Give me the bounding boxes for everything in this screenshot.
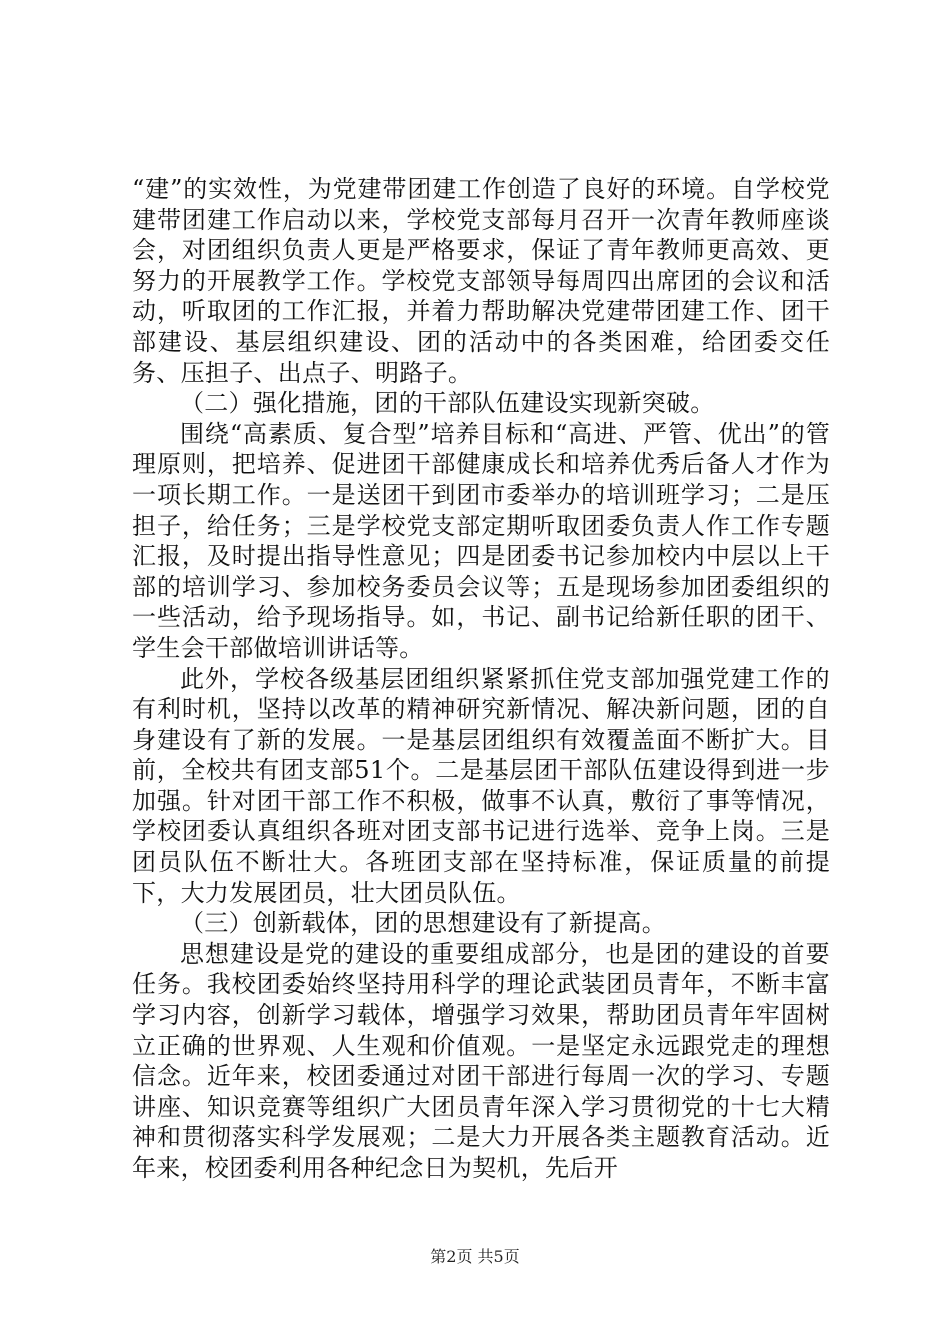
paragraph-grassroots-organization: 此外，学校各级基层团组织紧紧抓住党支部加强党建工作的有利时机，坚持以改革的精神研究新情况、解决新问题，团的自身建设有了新的发展。一是基层团组织有效覆盖面不断扩大。目前，全校共有团支部51个。二是基层团干部队伍建设得到进一步加强。针对团干部工作不积极，做事不认真，敷衍了事等情况，学校团委认真组织各班对团支部书记进行选举、竞争上岗。三是团员队伍不断壮大。各班团支部在坚持标准，保证质量的前提下，大力发展团员，壮大团员队伍。 — [132, 664, 830, 907]
paragraph-continuation: “建”的实效性，为党建带团建工作创造了良好的环境。自学校党建带团建工作启动以来，学校党支部每月召开一次青年教师座谈会，对团组织负责人更是严格要求，保证了青年教师更高效、更努力的开展教学工作。学校党支部领导每周四出席团的会议和活动，听取团的工作汇报，并着力帮助解决党建带团建工作、团干部建设、基层组织建设、团的活动中的各类困难，给团委交任务、压担子、出点子、明路子。 — [132, 175, 830, 387]
paragraph-ideological-building: 思想建设是党的建设的重要组成部分，也是团的建设的首要任务。我校团委始终坚持用科学的理论武装团员青年，不断丰富学习内容，创新学习载体，增强学习效果，帮助团员青年牢固树立正确的世界观、人生观和价值观。一是坚定永远跟党走的理想信念。近年来，校团委通过对团干部进行每周一次的学习、专题讲座、知识竞赛等组织广大团员青年深入学习贯彻党的十七大精神和贯彻落实科学发展观；二是大力开展各类主题教育活动。近年来，校团委利用各种纪念日为契机，先后开 — [132, 939, 830, 1182]
document-body — [132, 174, 830, 1184]
page-indicator: 第2页 共5页 — [430, 1247, 520, 1266]
paragraph-cadre-training: 围绕“高素质、复合型”培养目标和“高进、严管、优出”的管理原则，把培养、促进团干部健康成长和培养优秀后备人才作为一项长期工作。一是送团干到团市委举办的培训班学习；二是压担子，给任务；三是学校党支部定期听取团委负责人作工作专题汇报，及时提出指导性意见；四是团委书记参加校内中层以上干部的培训学习、参加校务委员会议等；五是现场参加团委组织的一些活动，给予现场指导。如，书记、副书记给新任职的团干、学生会干部做培训讲话等。 — [132, 419, 830, 662]
page-footer — [0, 1244, 950, 1267]
section-heading-3: （三）创新载体，团的思想建设有了新提高。 — [180, 909, 666, 938]
section-heading-2: （二）强化措施，团的干部队伍建设实现新突破。 — [180, 389, 715, 418]
